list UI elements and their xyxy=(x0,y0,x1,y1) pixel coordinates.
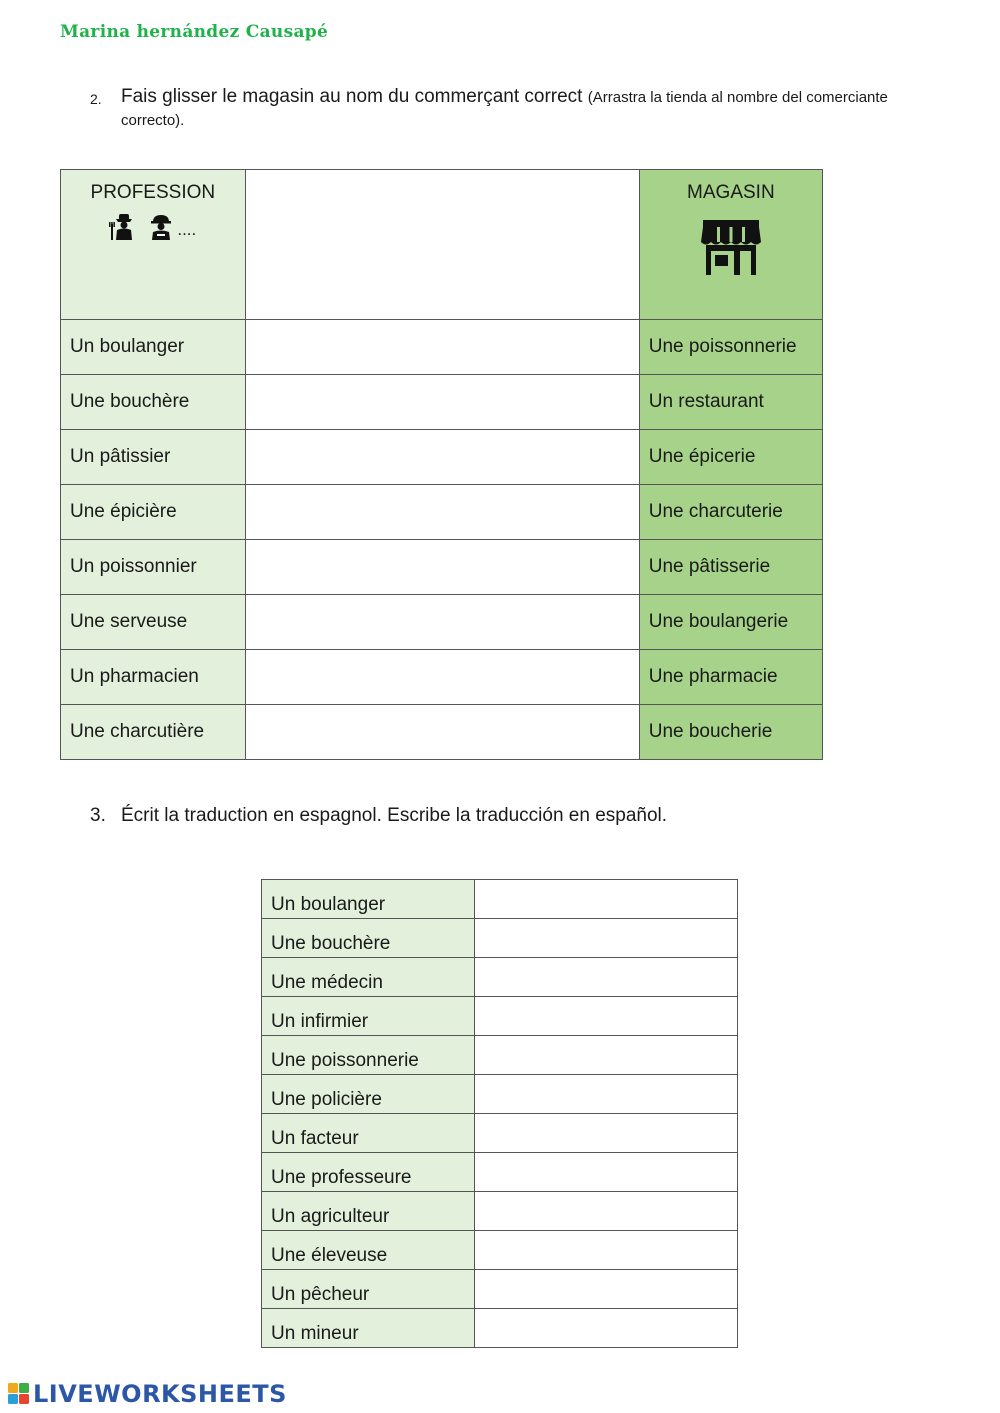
shop-cell[interactable]: Une charcuterie xyxy=(639,485,822,540)
drop-zone[interactable] xyxy=(245,320,639,375)
profession-header-cell xyxy=(61,170,246,320)
translation-input[interactable] xyxy=(475,919,738,958)
shop-cell[interactable]: Une pharmacie xyxy=(639,650,822,705)
shop-header: MAGASIN xyxy=(687,182,775,203)
translation-input[interactable] xyxy=(475,1153,738,1192)
farmer-icon xyxy=(109,212,139,240)
translation-row xyxy=(262,997,738,1036)
liveworksheets-logo[interactable] xyxy=(8,1380,287,1408)
question-3 xyxy=(90,805,667,827)
translation-row xyxy=(262,1192,738,1231)
drop-zone[interactable] xyxy=(245,540,639,595)
translation-row xyxy=(262,880,738,919)
match-row xyxy=(61,430,823,485)
match-row xyxy=(61,485,823,540)
french-word: Un infirmier xyxy=(262,997,475,1036)
french-word: Une médecin xyxy=(262,958,475,997)
translation-input[interactable] xyxy=(475,1114,738,1153)
firefighter-icon xyxy=(147,212,175,240)
liveworksheets-blocks-icon xyxy=(8,1383,30,1405)
translation-row xyxy=(262,1153,738,1192)
shop-cell[interactable]: Une épicerie xyxy=(639,430,822,485)
shop-cell[interactable]: Une poissonnerie xyxy=(639,320,822,375)
profession-cell[interactable]: Un poissonnier xyxy=(61,540,246,595)
translation-input[interactable] xyxy=(475,958,738,997)
drop-zone[interactable] xyxy=(245,485,639,540)
translation-input[interactable] xyxy=(475,1231,738,1270)
profession-cell[interactable]: Une serveuse xyxy=(61,595,246,650)
translation-row xyxy=(262,1231,738,1270)
french-word: Un pêcheur xyxy=(262,1270,475,1309)
match-row xyxy=(61,650,823,705)
question-2-text: Fais glisser le magasin au nom du commerçant correct xyxy=(121,86,583,107)
french-word: Un boulanger xyxy=(262,880,475,919)
match-row xyxy=(61,705,823,760)
question-2 xyxy=(90,86,890,132)
translation-row xyxy=(262,1114,738,1153)
profession-cell[interactable]: Une bouchère xyxy=(61,375,246,430)
translation-row xyxy=(262,958,738,997)
translation-row xyxy=(262,1309,738,1348)
translation-input[interactable] xyxy=(475,1075,738,1114)
shop-cell[interactable]: Une boulangerie xyxy=(639,595,822,650)
question-2-subtext: (Arrastra la tienda al nombre del comerciante correcto). xyxy=(121,89,888,129)
french-word: Une professeure xyxy=(262,1153,475,1192)
profession-cell[interactable]: Un boulanger xyxy=(61,320,246,375)
translation-table xyxy=(261,879,738,1348)
profession-cell[interactable]: Une épicière xyxy=(61,485,246,540)
author-name: Marina hernández Causapé xyxy=(60,22,329,42)
drop-zone-header xyxy=(245,170,639,320)
profession-header: PROFESSION xyxy=(90,182,216,203)
drop-zone[interactable] xyxy=(245,650,639,705)
drop-zone[interactable] xyxy=(245,705,639,760)
drop-zone[interactable] xyxy=(245,375,639,430)
question-3-number: 3. xyxy=(90,805,106,826)
shop-cell[interactable]: Une boucherie xyxy=(639,705,822,760)
french-word: Un mineur xyxy=(262,1309,475,1348)
question-2-number: 2. xyxy=(90,91,102,107)
translation-row xyxy=(262,919,738,958)
french-word: Une bouchère xyxy=(262,919,475,958)
question-3-text: Écrit la traduction en espagnol. Escribe la traducción en español. xyxy=(121,805,668,826)
translation-input[interactable] xyxy=(475,1309,738,1348)
french-word: Un facteur xyxy=(262,1114,475,1153)
french-word: Un agriculteur xyxy=(262,1192,475,1231)
match-row xyxy=(61,540,823,595)
french-word: Une éleveuse xyxy=(262,1231,475,1270)
translation-row xyxy=(262,1036,738,1075)
match-row xyxy=(61,595,823,650)
translation-input[interactable] xyxy=(475,997,738,1036)
translation-input[interactable] xyxy=(475,1192,738,1231)
translation-input[interactable] xyxy=(475,1270,738,1309)
profession-dots: .... xyxy=(177,220,197,239)
translation-input[interactable] xyxy=(475,880,738,919)
shop-cell[interactable]: Un restaurant xyxy=(639,375,822,430)
drop-zone[interactable] xyxy=(245,430,639,485)
profession-cell[interactable]: Un pharmacien xyxy=(61,650,246,705)
store-icon xyxy=(700,218,762,278)
french-word: Une poissonnerie xyxy=(262,1036,475,1075)
translation-row xyxy=(262,1075,738,1114)
translation-row xyxy=(262,1270,738,1309)
french-word: Une policière xyxy=(262,1075,475,1114)
matching-table xyxy=(60,169,823,760)
drop-zone[interactable] xyxy=(245,595,639,650)
shop-cell[interactable]: Une pâtisserie xyxy=(639,540,822,595)
profession-cell[interactable]: Un pâtissier xyxy=(61,430,246,485)
profession-cell[interactable]: Une charcutière xyxy=(61,705,246,760)
match-row xyxy=(61,320,823,375)
match-row xyxy=(61,375,823,430)
shop-header-cell xyxy=(639,170,822,320)
logo-text: LIVEWORKSHEETS xyxy=(33,1380,287,1408)
translation-input[interactable] xyxy=(475,1036,738,1075)
